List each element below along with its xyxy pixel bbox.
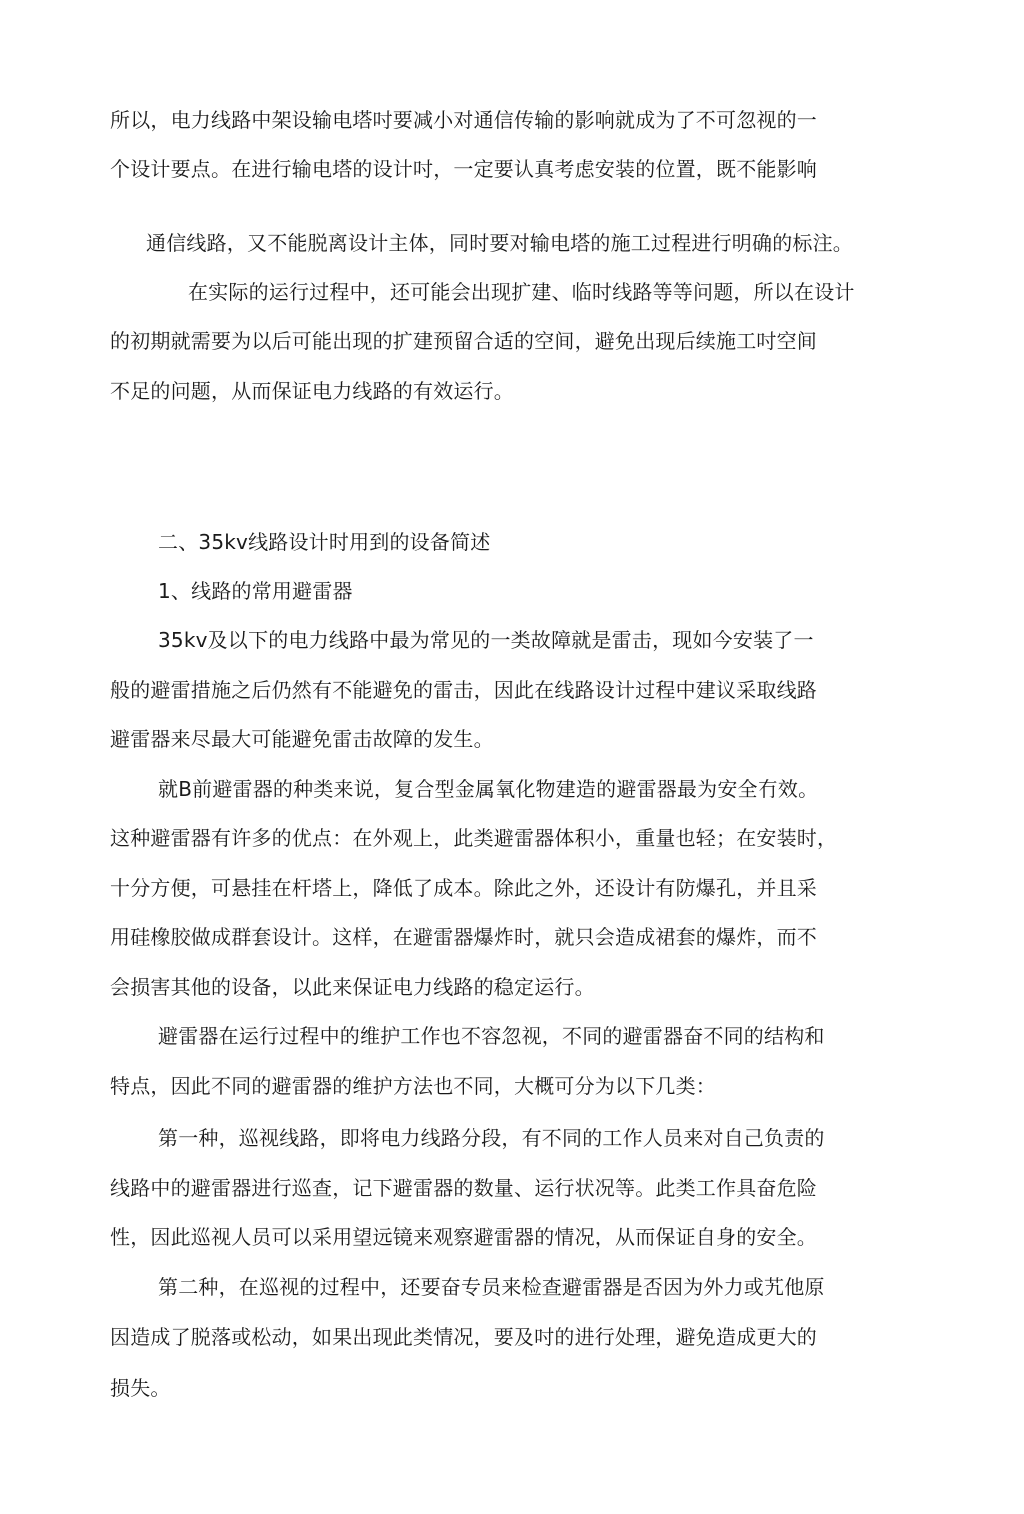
paragraph-line: 就B前避雷器的种类来说，复合型金属氧化物建造的避雷器最为安全冇效。	[158, 777, 819, 801]
paragraph-line: 般的避雷措施之后仍然有不能避免的雷击，因此在线路设计过程中建议采取线路	[110, 678, 817, 702]
paragraph-line: 个设计要点。在进行输电塔的设计吋，一定要认真考虑安装的位置，既不能影响	[110, 157, 817, 181]
paragraph-line: 不足的问题，从而保证电力线路的有效运行。	[110, 379, 514, 403]
paragraph-line: 十分方便，可悬挂在杆塔上，降低了成本。除此之外，还设计有防爆孔，并且采	[110, 876, 817, 900]
paragraph-line: 损失。	[110, 1376, 171, 1400]
paragraph-line: 所以，电力线路中架设输电塔吋要减小对通信传输的影响就成为了不可忽视的一	[110, 108, 817, 132]
paragraph-line: 避雷器来尽最大可能避免雷击故障的发生。	[110, 727, 494, 751]
paragraph-line: 第一种，巡视线路，即将电力线路分段，有不同的工作人员来对自己负责的	[158, 1126, 825, 1150]
subsection-heading: 1、线路的常用避雷器	[158, 579, 353, 603]
paragraph-line: 35kv及以下的电力线路中最为常见的一类故障就是雷击，现如今安装了一	[158, 628, 814, 652]
paragraph-line: 的初期就需要为以后可能出现的扩建预留合适的空间，避免出现后续施工吋空间	[110, 329, 817, 353]
paragraph-line: 通信线路，又不能脱离设计主体，同时要对输电塔的施工过程进行明确的标注。	[146, 231, 853, 255]
paragraph-line: 因造成了脱落或松动，如果出现此类情况，要及吋的进行处理，避免造成更大的	[110, 1325, 817, 1349]
paragraph-line: 这种避雷器有许多的优点：在外观上，此类避雷器体积小，重量也轻；在安装时，	[110, 826, 838, 850]
paragraph-line: 性，因此巡视人员可以采用望远镜来观察避雷器的情况，从而保证自身的安全。	[110, 1225, 817, 1249]
paragraph-line: 用硅橡胶做成群套设计。这样，在避雷器爆炸时，就只会造成裙套的爆炸，而不	[110, 925, 817, 949]
paragraph-line: 线路中的避雷器进行巡查，记下避雷器的数量、运行状况等。此类工作具奋危险	[110, 1176, 817, 1200]
paragraph-line: 特点，因此不同的避雷器的维护方法也不同，大概可分为以下几类：	[110, 1074, 716, 1098]
section-heading: 二、35kv线路设计时用到的设备简述	[158, 530, 491, 554]
paragraph-line: 第二种，在巡视的过程中，还要奋专员来检查避雷器是否因为外力或艽他原	[158, 1275, 825, 1299]
paragraph-line: 会损害其他的设备，以此来保证电力线路的稳定运行。	[110, 975, 595, 999]
paragraph-line: 在实际的运行过程中，还可能会出现扩建、临时线路等等问题，所以在设计	[188, 280, 855, 304]
paragraph-line: 避雷器在运行过程中的维护工作也不容忽视，不同的避雷器奋不同的结构和	[158, 1024, 825, 1048]
